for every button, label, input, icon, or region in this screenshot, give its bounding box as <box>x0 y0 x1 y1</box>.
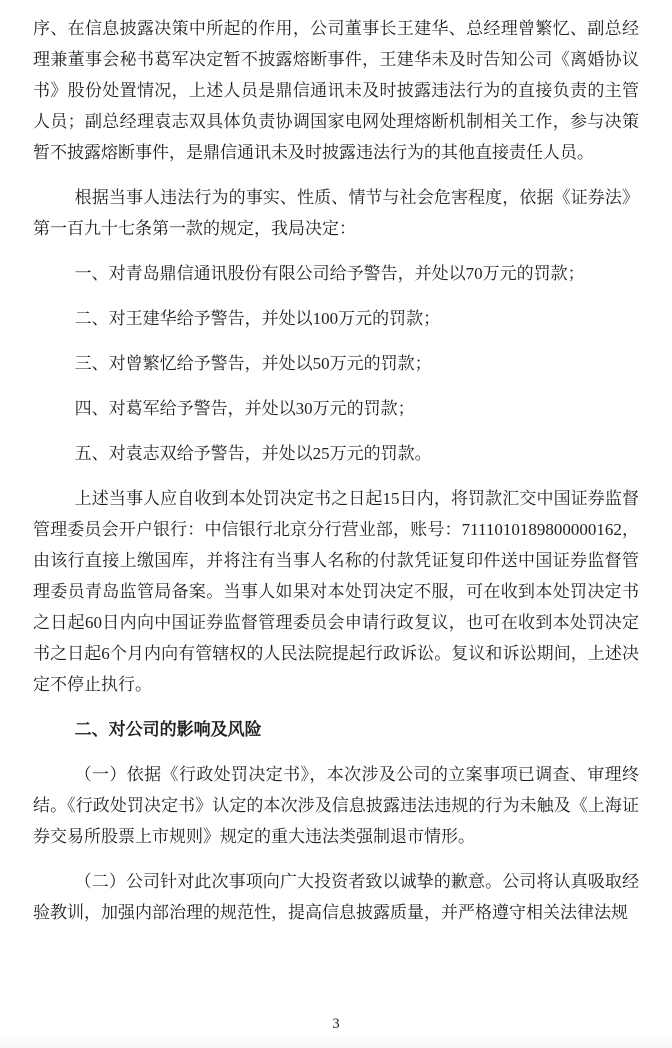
decision-basis-paragraph: 根据当事人违法行为的事实、性质、情节与社会危害程度，依据《证券法》第一百九十七条第一款的规定，我局决定： <box>33 188 639 238</box>
section-2-item-1: （一）依据《行政处罚决定书》，本次涉及公司的立案事项已调查、审理终结。《行政处罚决定书》认定的本次涉及信息披露违法违规的行为未触及《上海证券交易所股票上市规则》规定的重大违法类强制退市情形。 <box>33 765 639 846</box>
intro-continuation-paragraph: 序、在信息披露决策中所起的作用，公司董事长王建华、总经理曾繁忆、副总经理兼董事会秘书葛军决定暂不披露熔断事件，王建华未及时告知公司《离婚协议书》股份处置情况，上述人员是鼎信通讯未及时披露违法行为的直接负责的主管人员；副总经理袁志双具体负责协调国家电网处理熔断机制相关工作，参与决策暂不披露熔断事件，是鼎信通讯未及时披露违法行为的其他直接责任人员。 <box>33 19 639 162</box>
page-footer <box>0 1014 672 1034</box>
section-2-heading: 二、对公司的影响及风险 <box>74 720 262 739</box>
payment-appeal-paragraph: 上述当事人应自收到本处罚决定书之日起15日内，将罚款汇交中国证券监督管理委员会开户银行：中信银行北京分行营业部，账号：7111010189800000162，由该行直接上缴国库，并将注有当事人名称的付款凭证复印件送中国证券监督管理委员青岛监管局备案。当事人如果对本处罚决定不服，可在收到本处罚决定书之日起60日内向中国证券监督管理委员会申请行政复议，也可在收到本处罚决定书之日起6个月内向有管辖权的人民法院提起行政诉讼。复议和诉讼期间，上述决定不停止执行。 <box>33 489 639 694</box>
section-2-item-2: （二）公司针对此次事项向广大投资者致以诚挚的歉意。公司将认真吸取经验教训，加强内部治理的规范性，提高信息披露质量，并严格遵守相关法律法规 <box>33 872 639 922</box>
page-bottom-edge <box>0 1035 672 1048</box>
page-number: 3 <box>332 1016 340 1032</box>
penalty-item-5: 五、对袁志双给予警告，并处以25万元的罚款。 <box>74 444 432 463</box>
penalty-item-1: 一、对青岛鼎信通讯股份有限公司给予警告，并处以70万元的罚款； <box>74 264 585 283</box>
document-content <box>33 13 639 928</box>
penalty-item-2: 二、对王建华给予警告，并处以100万元的罚款； <box>74 309 441 328</box>
penalty-item-3: 三、对曾繁忆给予警告，并处以50万元的罚款； <box>74 354 432 373</box>
penalty-item-4: 四、对葛军给予警告，并处以30万元的罚款； <box>74 399 415 418</box>
